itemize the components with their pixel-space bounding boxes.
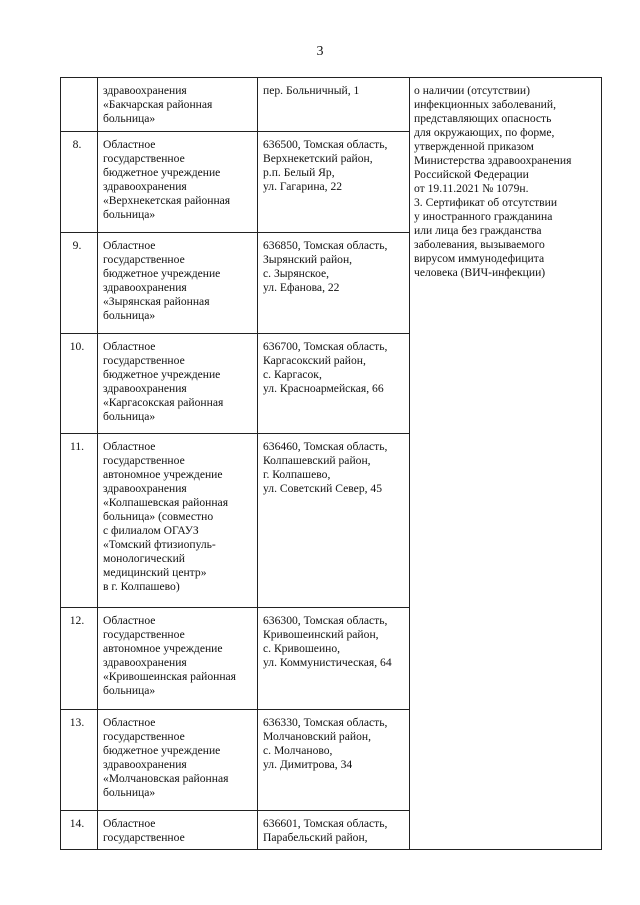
organization-name: Областное государственное бюджетное учреждение здравоохранения «Молчановская районная больница» [98,710,258,811]
required-documents-cell [410,78,602,850]
organization-address: 636460, Томская область, Колпашевский район, г. Колпашево, ул. Советский Север, 45 [258,434,410,608]
row-number: 12. [61,608,98,710]
table-row [61,78,602,132]
row-number: 14. [61,811,98,850]
organization-name: Областное государственное бюджетное учреждение здравоохранения «Зырянская районная больница» [98,233,258,334]
organization-name: Областное государственное [98,811,258,850]
required-documents-text: о наличии (отсутствии) инфекционных заболеваний, представляющих опасность для окружающих, по форме, утвержденной приказом Министерства здравоохранения Российской Федерации от 19.11.2021 № 1079н. 3. Сертификат об отсутствии у иностранного гражданина или лица без гражданства заболевания, вызываемого вирусом иммунодефицита человека (ВИЧ-инфекции) [414,84,572,279]
page-number: 3 [316,44,324,59]
row-number: 11. [61,434,98,608]
organization-name: Областное государственное автономное учреждение здравоохранения «Колпашевская районная больница» (совместно с филиалом ОГАУЗ «Томский фтизиопуль- монологический медицинский центр» в г. Колпашево) [98,434,258,608]
organizations-table [60,77,602,850]
row-number: 9. [61,233,98,334]
organization-name: здравоохранения «Бакчарская районная больница» [98,78,258,132]
organization-address: пер. Больничный, 1 [258,78,410,132]
row-number [61,78,98,132]
row-number: 10. [61,334,98,434]
row-number: 8. [61,132,98,233]
organization-name: Областное государственное бюджетное учреждение здравоохранения «Верхнекетская районная больница» [98,132,258,233]
organization-address: 636700, Томская область, Каргасокский район, с. Каргасок, ул. Красноармейская, 66 [258,334,410,434]
row-number: 13. [61,710,98,811]
organization-address: 636300, Томская область, Кривошеинский район, с. Кривошеино, ул. Коммунистическая, 64 [258,608,410,710]
organization-name: Областное государственное бюджетное учреждение здравоохранения «Каргасокская районная больница» [98,334,258,434]
organization-address: 636330, Томская область, Молчановский район, с. Молчаново, ул. Димитрова, 34 [258,710,410,811]
organization-address: 636601, Томская область, Парабельский район, [258,811,410,850]
organization-name: Областное государственное автономное учреждение здравоохранения «Кривошеинская районная больница» [98,608,258,710]
organization-address: 636850, Томская область, Зырянский район, с. Зырянское, ул. Ефанова, 22 [258,233,410,334]
organization-address: 636500, Томская область, Верхнекетский район, р.п. Белый Яр, ул. Гагарина, 22 [258,132,410,233]
